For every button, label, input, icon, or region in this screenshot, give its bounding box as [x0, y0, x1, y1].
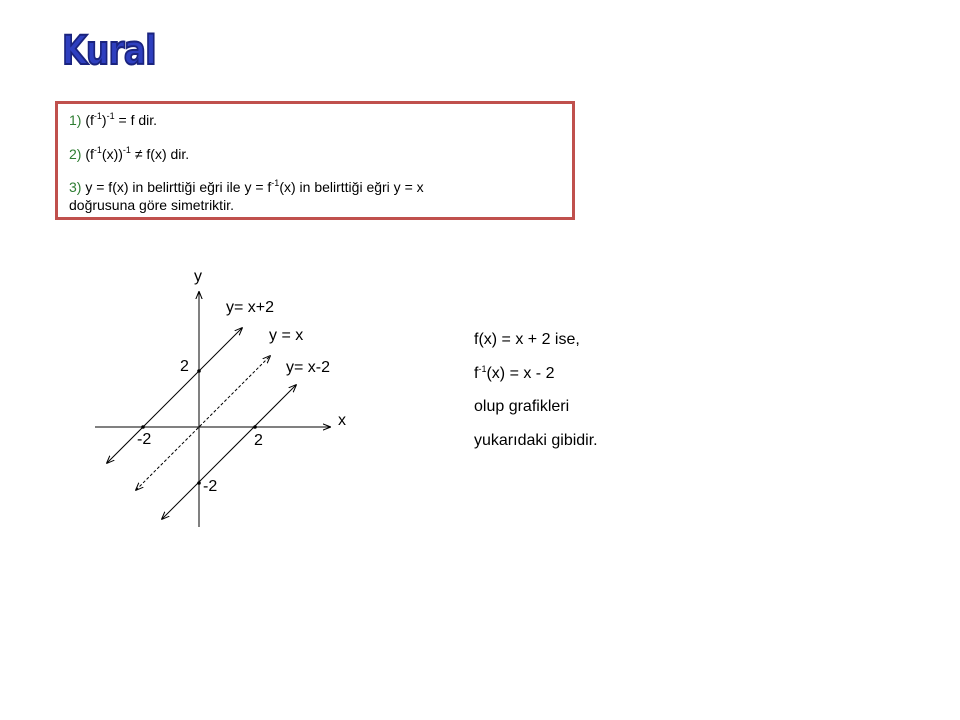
rule-text: doğrusuna göre simetriktir. — [69, 197, 234, 213]
tick-label-y-neg: -2 — [203, 478, 218, 495]
explanation-line-4: yukarıdaki gibidir. — [474, 432, 598, 449]
tick-label-y-pos: 2 — [180, 358, 189, 375]
explanation-text: (x) = x - 2 — [486, 365, 555, 382]
rule-text: (x)) — [101, 146, 123, 162]
page-title: Kural — [62, 28, 156, 74]
tick-label-x-pos: 2 — [254, 432, 263, 449]
tick-label-x-neg: -2 — [137, 431, 152, 448]
explanation-line-1: f(x) = x + 2 ise, — [474, 331, 580, 348]
rule-text: ) — [101, 112, 107, 128]
superscript: -1 — [93, 145, 102, 155]
intercept-point — [197, 369, 201, 373]
line-y-x — [136, 356, 270, 490]
explanation-text: f — [474, 365, 479, 382]
explanation-line-2 — [474, 365, 554, 383]
superscript: -1 — [106, 111, 115, 121]
rule-text: ≠ f(x) dir. — [130, 146, 190, 162]
rule-number: 3) — [69, 179, 82, 195]
rule-text: = f dir. — [114, 112, 158, 128]
label-lower-line: y= x-2 — [286, 359, 331, 376]
x-axis-label: x — [338, 412, 346, 429]
rule-number: 1) — [69, 112, 82, 128]
superscript: -1 — [271, 178, 280, 188]
label-upper-line: y= x+2 — [226, 299, 275, 316]
rule-number: 2) — [69, 146, 82, 162]
rule-text: (f — [85, 146, 94, 162]
intercept-point — [253, 425, 257, 429]
rule-text: (x) in belirttiği eğri y = x — [279, 179, 424, 195]
superscript: -1 — [478, 364, 487, 374]
y-axis-label: y — [194, 268, 202, 285]
rule-text: (f — [85, 112, 94, 128]
explanation-line-3: olup grafikleri — [474, 398, 570, 415]
superscript: -1 — [122, 145, 131, 155]
label-middle-line: y = x — [269, 327, 304, 344]
intercept-point — [197, 481, 201, 485]
rule-text: y = f(x) in belirttiği eğri ile y = f — [85, 179, 272, 195]
line-y-x-minus-2 — [162, 385, 296, 519]
line-y-x-plus-2 — [107, 328, 242, 463]
intercept-point — [141, 425, 145, 429]
superscript: -1 — [93, 111, 102, 121]
